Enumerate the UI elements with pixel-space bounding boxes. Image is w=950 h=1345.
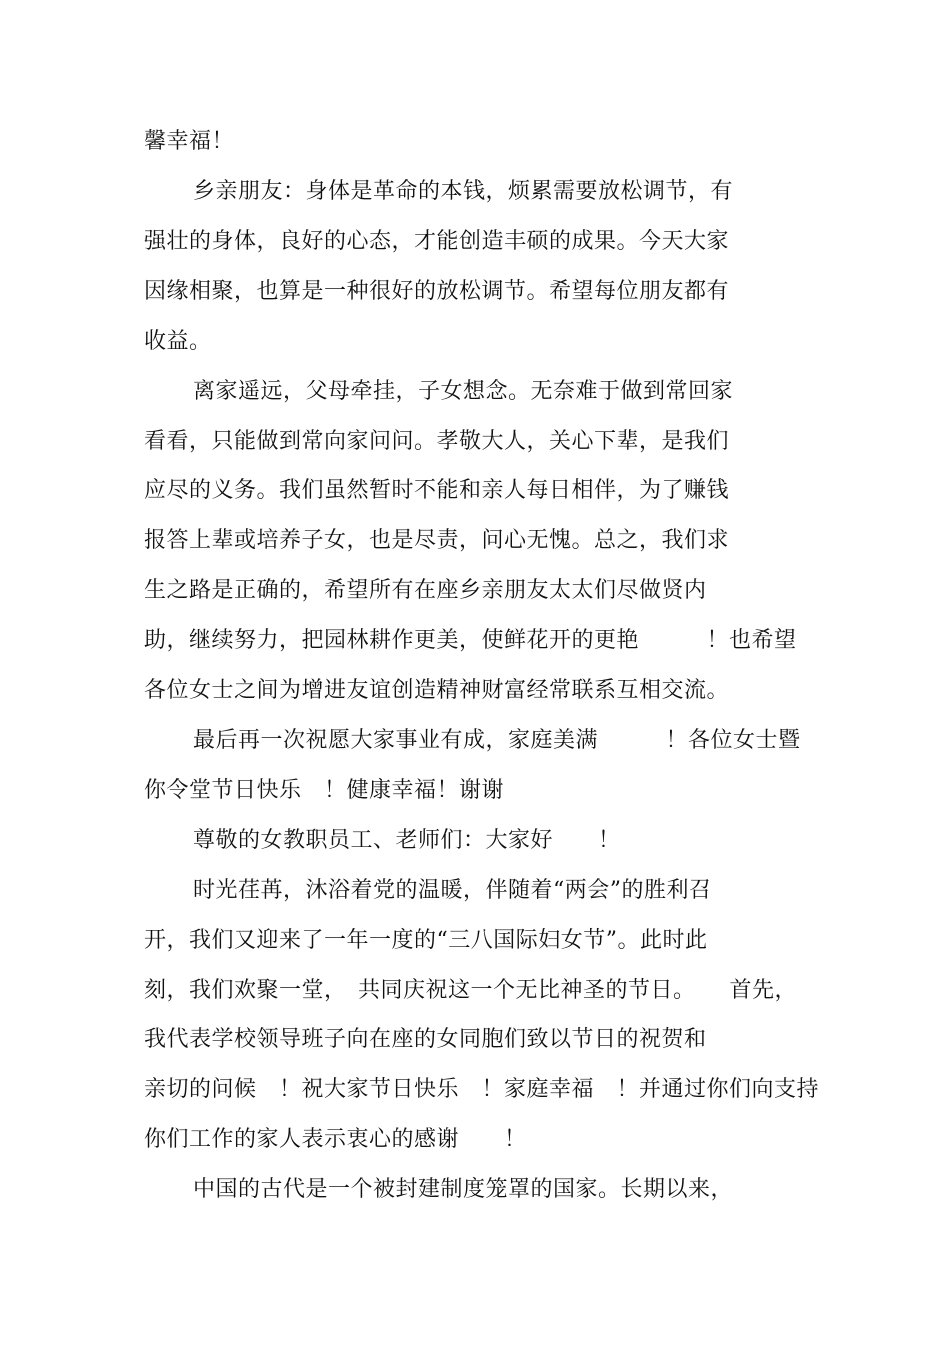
text-line: 开，我们又迎来了一年一度的“三八国际妇女节”。此时此 <box>144 928 708 953</box>
text-line: 收益。 <box>144 329 212 354</box>
paragraph-start: 乡亲朋友：身体是革命的本钱，烦累需要放松调节，有 <box>193 179 734 204</box>
text-line: 刻，我们欢聚一堂， 共同庆祝这一个无比神圣的节日。 首先， <box>144 978 798 1003</box>
text-line: 强壮的身体，良好的心态，才能创造丰硕的成果。今天大家 <box>144 229 730 254</box>
text-line: 亲切的问候 ！祝大家节日快乐 ！家庭幸福 ！并通过你们向支持 <box>144 1077 820 1102</box>
paragraph-start: 时光荏苒，沐浴着党的温暖，伴随着“两会”的胜利召 <box>193 878 712 903</box>
text-line: 报答上辈或培养子女，也是尽责，问心无愧。总之，我们求 <box>144 528 730 553</box>
text-line: 我代表学校领导班子向在座的女同胞们致以节日的祝贺和 <box>144 1027 707 1052</box>
text-line: 你们工作的家人表示衷心的感谢 ！ <box>144 1127 527 1152</box>
paragraph-start: 中国的古代是一个被封建制度笼罩的国家。长期以来， <box>193 1177 734 1202</box>
paragraph-start: 尊敬的女教职员工、老师们：大家好 ！ <box>193 828 621 853</box>
text-line: 助，继续努力，把园林耕作更美，使鲜花开的更艳 ！也希望 <box>144 628 797 653</box>
text-line: 生之路是正确的，希望所有在座乡亲朋友太太们尽做贤内 <box>144 578 707 603</box>
text-line: 应尽的义务。我们虽然暂时不能和亲人每日相伴，为了赚钱 <box>144 478 730 503</box>
text-line: 馨幸福！ <box>144 129 235 154</box>
text-line: 看看，只能做到常向家问问。孝敬大人，关心下辈，是我们 <box>144 429 730 454</box>
paragraph-start: 最后再一次祝愿大家事业有成，家庭美满 ！各位女士暨 <box>193 728 801 753</box>
text-line: 你令堂节日快乐 ！健康幸福！谢谢 <box>144 778 505 803</box>
text-line: 因缘相聚，也算是一种很好的放松调节。希望每位朋友都有 <box>144 279 730 304</box>
text-line: 各位女士之间为增进友谊创造精神财富经常联系互相交流。 <box>144 678 730 703</box>
paragraph-start: 离家遥远，父母牵挂，子女想念。无奈难于做到常回家 <box>193 379 734 404</box>
